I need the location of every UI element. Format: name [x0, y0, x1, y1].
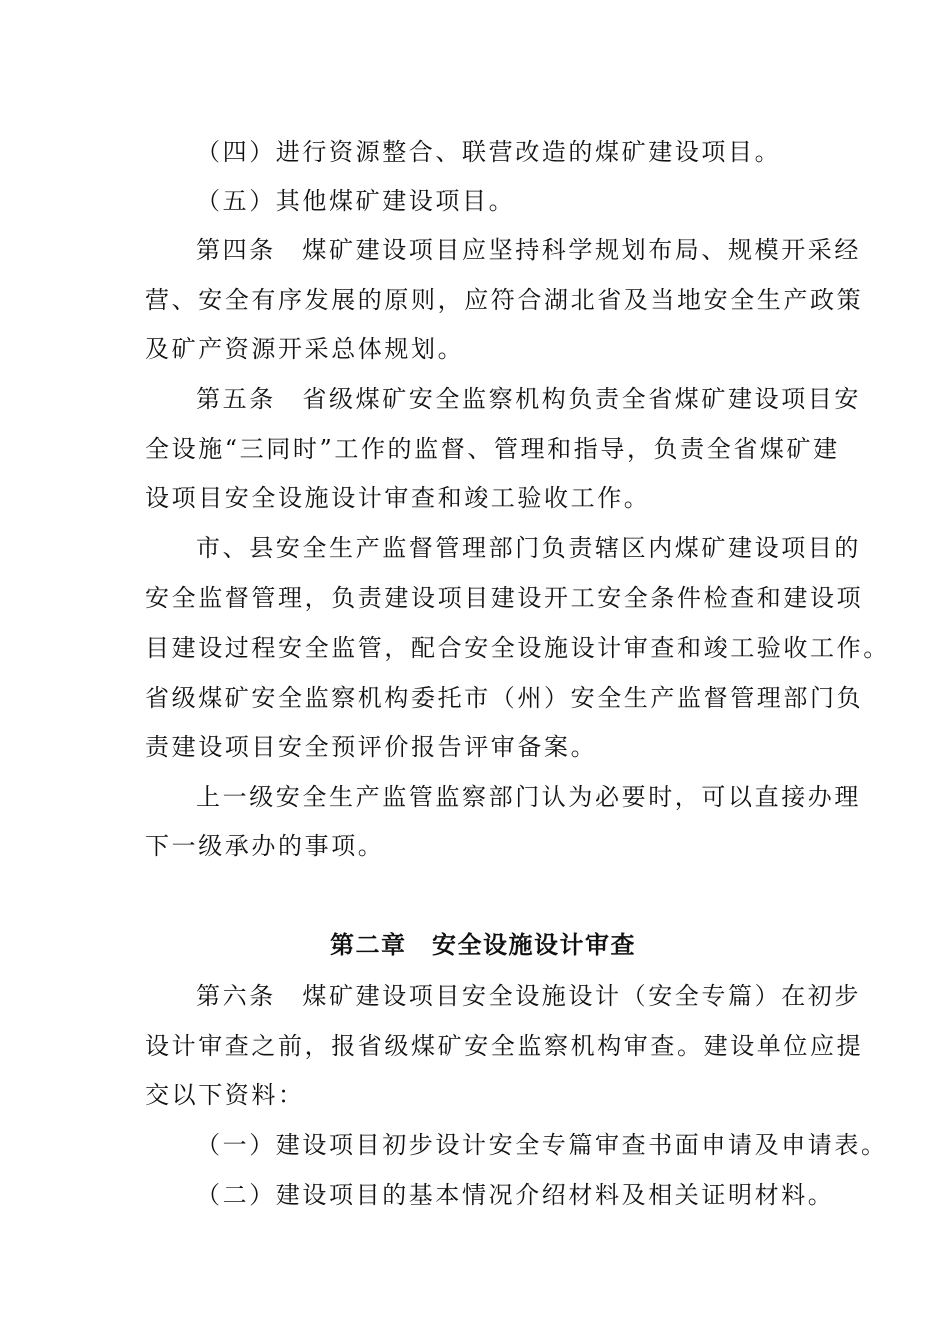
paragraph-line-1: 市、县安全生产监督管理部门负责辖区内煤矿建设项目的	[196, 534, 861, 562]
clause-item-4: （四）进行资源整合、联营改造的煤矿建设项目。	[196, 138, 782, 166]
article-6-line-2: 设计审查之前，报省级煤矿安全监察机构审查。建设单位应提	[145, 1032, 864, 1060]
article-5-line-3: 设项目安全设施设计审查和竣工验收工作。	[145, 484, 651, 512]
article-6-line-3: 交以下资料：	[145, 1081, 305, 1109]
article-5-line-1: 第五条 省级煤矿安全监察机构负责全省煤矿建设项目安	[196, 385, 861, 413]
paragraph-line-2: 安全监督管理，负责建设项目建设开工安全条件检查和建设项	[145, 584, 864, 612]
list-item-1: （一）建设项目初步设计安全专篇审查书面申请及申请表。	[196, 1131, 888, 1159]
paragraph-line-3: 目建设过程安全监管，配合安全设施设计审查和竣工验收工作。	[145, 634, 890, 662]
article-5-line-2: 全设施“三同时”工作的监督、管理和指导，负责全省煤矿建	[145, 435, 840, 463]
list-item-2: （二）建设项目的基本情况介绍材料及相关证明材料。	[196, 1181, 835, 1209]
article-4-line-1: 第四条 煤矿建设项目应坚持科学规划布局、规模开采经	[196, 236, 861, 264]
clause-item-5: （五）其他煤矿建设项目。	[196, 187, 516, 215]
paragraph-2-line-1: 上一级安全生产监管监察部门认为必要时，可以直接办理	[196, 783, 861, 811]
chapter-heading: 第二章 安全设施设计审查	[330, 931, 636, 959]
paragraph-line-5: 责建设项目安全预评价报告评审备案。	[145, 733, 598, 761]
article-4-line-2: 营、安全有序发展的原则，应符合湖北省及当地安全生产政策	[145, 286, 864, 314]
paragraph-line-4: 省级煤矿安全监察机构委托市（州）安全生产监督管理部门负	[145, 684, 864, 712]
article-6-line-1: 第六条 煤矿建设项目安全设施设计（安全专篇）在初步	[196, 982, 861, 1010]
article-4-line-3: 及矿产资源开采总体规划。	[145, 335, 465, 363]
paragraph-2-line-2: 下一级承办的事项。	[145, 832, 385, 860]
